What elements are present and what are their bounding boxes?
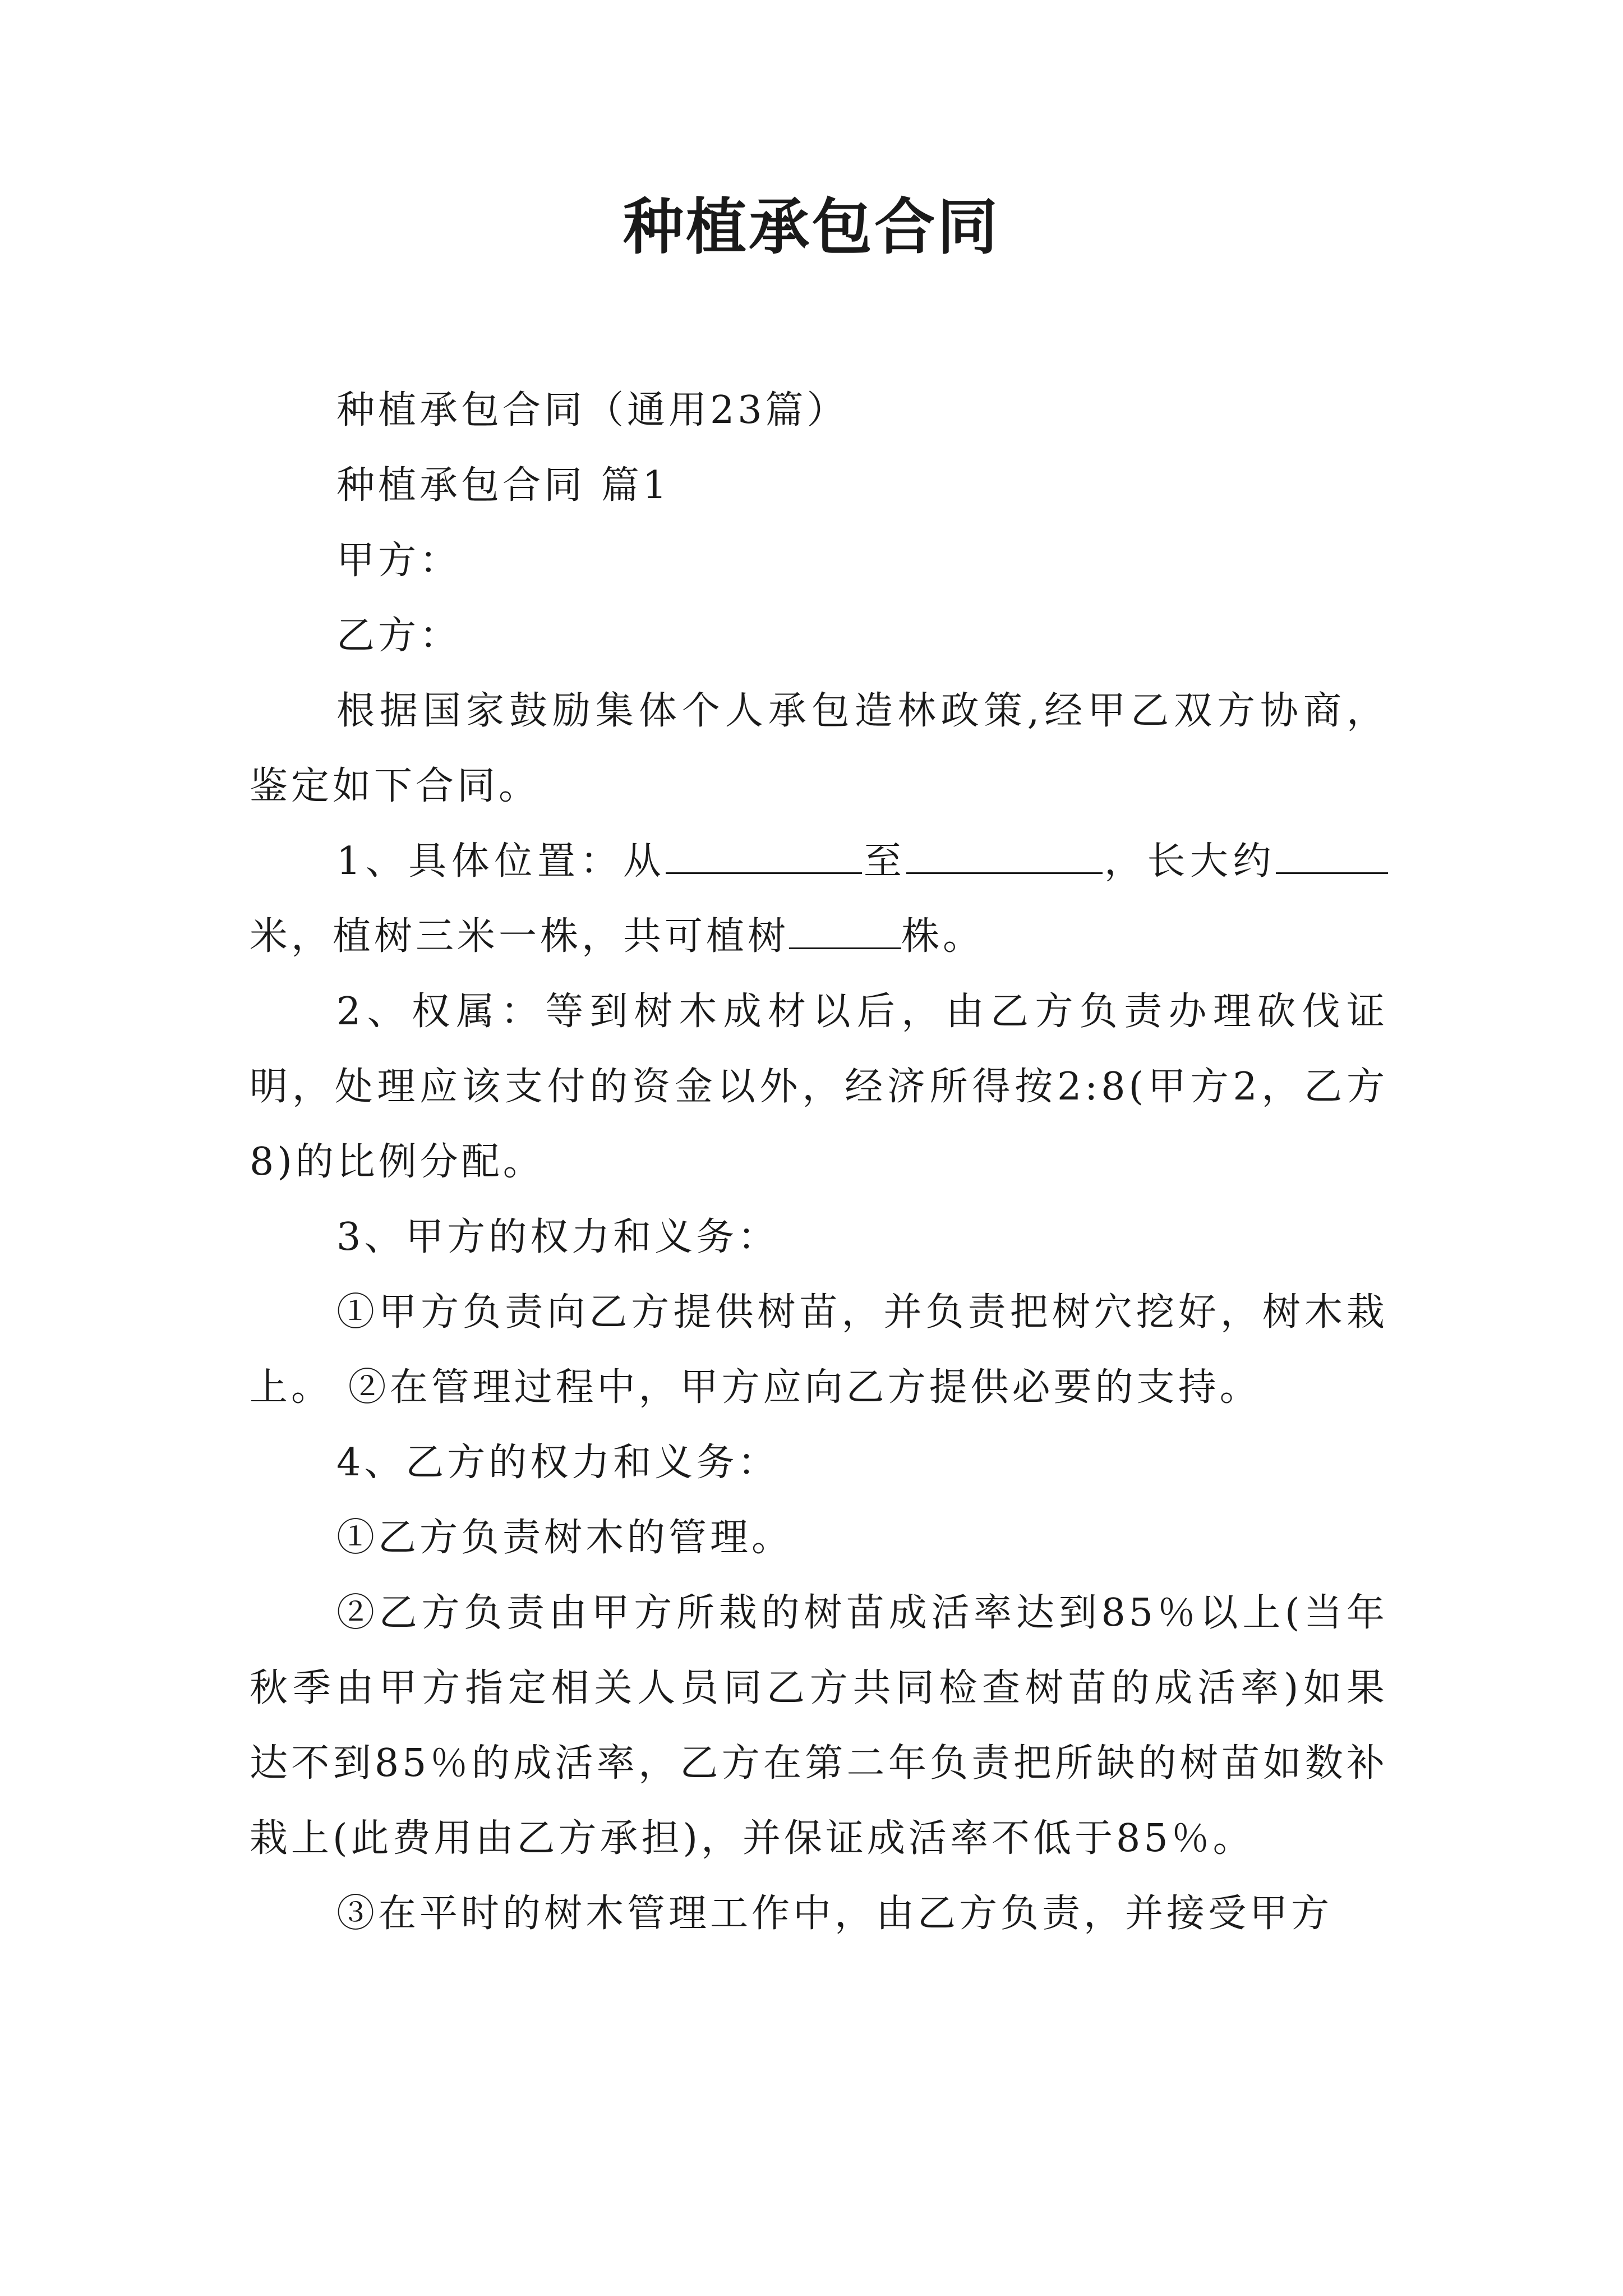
clause-1	[250, 824, 1388, 974]
clause-1-part4: 米，植树三米一株，共可植树	[250, 914, 790, 959]
document-subtitle: 种植承包合同（通用23篇）	[336, 388, 849, 432]
intro-paragraph: 根据国家鼓励集体个人承包造林政策,经甲乙双方协商，鉴定如下合同。	[250, 689, 1388, 808]
clause-1-part2: 至	[862, 839, 907, 884]
clause-1-part3: ，长大约	[1103, 839, 1276, 884]
clause-4-item-1: ①乙方负责树木的管理。	[336, 1516, 794, 1560]
blank-line-from	[666, 838, 862, 874]
clause-3-items: ①甲方负责向乙方提供树苗，并负责把树穴挖好，树木栽上。 ②在管理过程中，甲方应向乙方提供必要的支持。	[250, 1290, 1388, 1410]
clause-4-heading: 4、乙方的权力和义务：	[336, 1441, 780, 1485]
blank-line-length	[1276, 838, 1388, 874]
clause-4-item-3: ③在平时的树木管理工作中，由乙方负责，并接受甲方	[336, 1892, 1333, 1936]
clause-1-part1: 1、具体位置：从	[336, 839, 666, 884]
document-title: 种植承包合同	[623, 192, 1000, 263]
document-body	[250, 373, 1388, 1952]
section-heading: 种植承包合同 篇1	[336, 463, 670, 508]
clause-3-heading: 3、甲方的权力和义务：	[336, 1215, 780, 1259]
party-b-label: 乙方：	[336, 614, 462, 658]
party-a-label: 甲方：	[336, 539, 462, 583]
blank-line-count	[789, 913, 901, 949]
clause-2: 2、权属：等到树木成材以后，由乙方负责办理砍伐证明，处理应该支付的资金以外，经济所得按2:8(甲方2，乙方8)的比例分配。	[250, 990, 1388, 1184]
blank-line-to	[906, 838, 1103, 874]
clause-1-part5: 株。	[901, 914, 985, 959]
clause-4-item-2: ②乙方负责由甲方所栽的树苗成活率达到85％以上(当年秋季由甲方指定相关人员同乙方共同检查树苗的成活率)如果达不到85％的成活率，乙方在第二年负责把所缺的树苗如数补栽上(此费用由乙方承担)，并保证成活率不低于85％。	[250, 1591, 1388, 1861]
